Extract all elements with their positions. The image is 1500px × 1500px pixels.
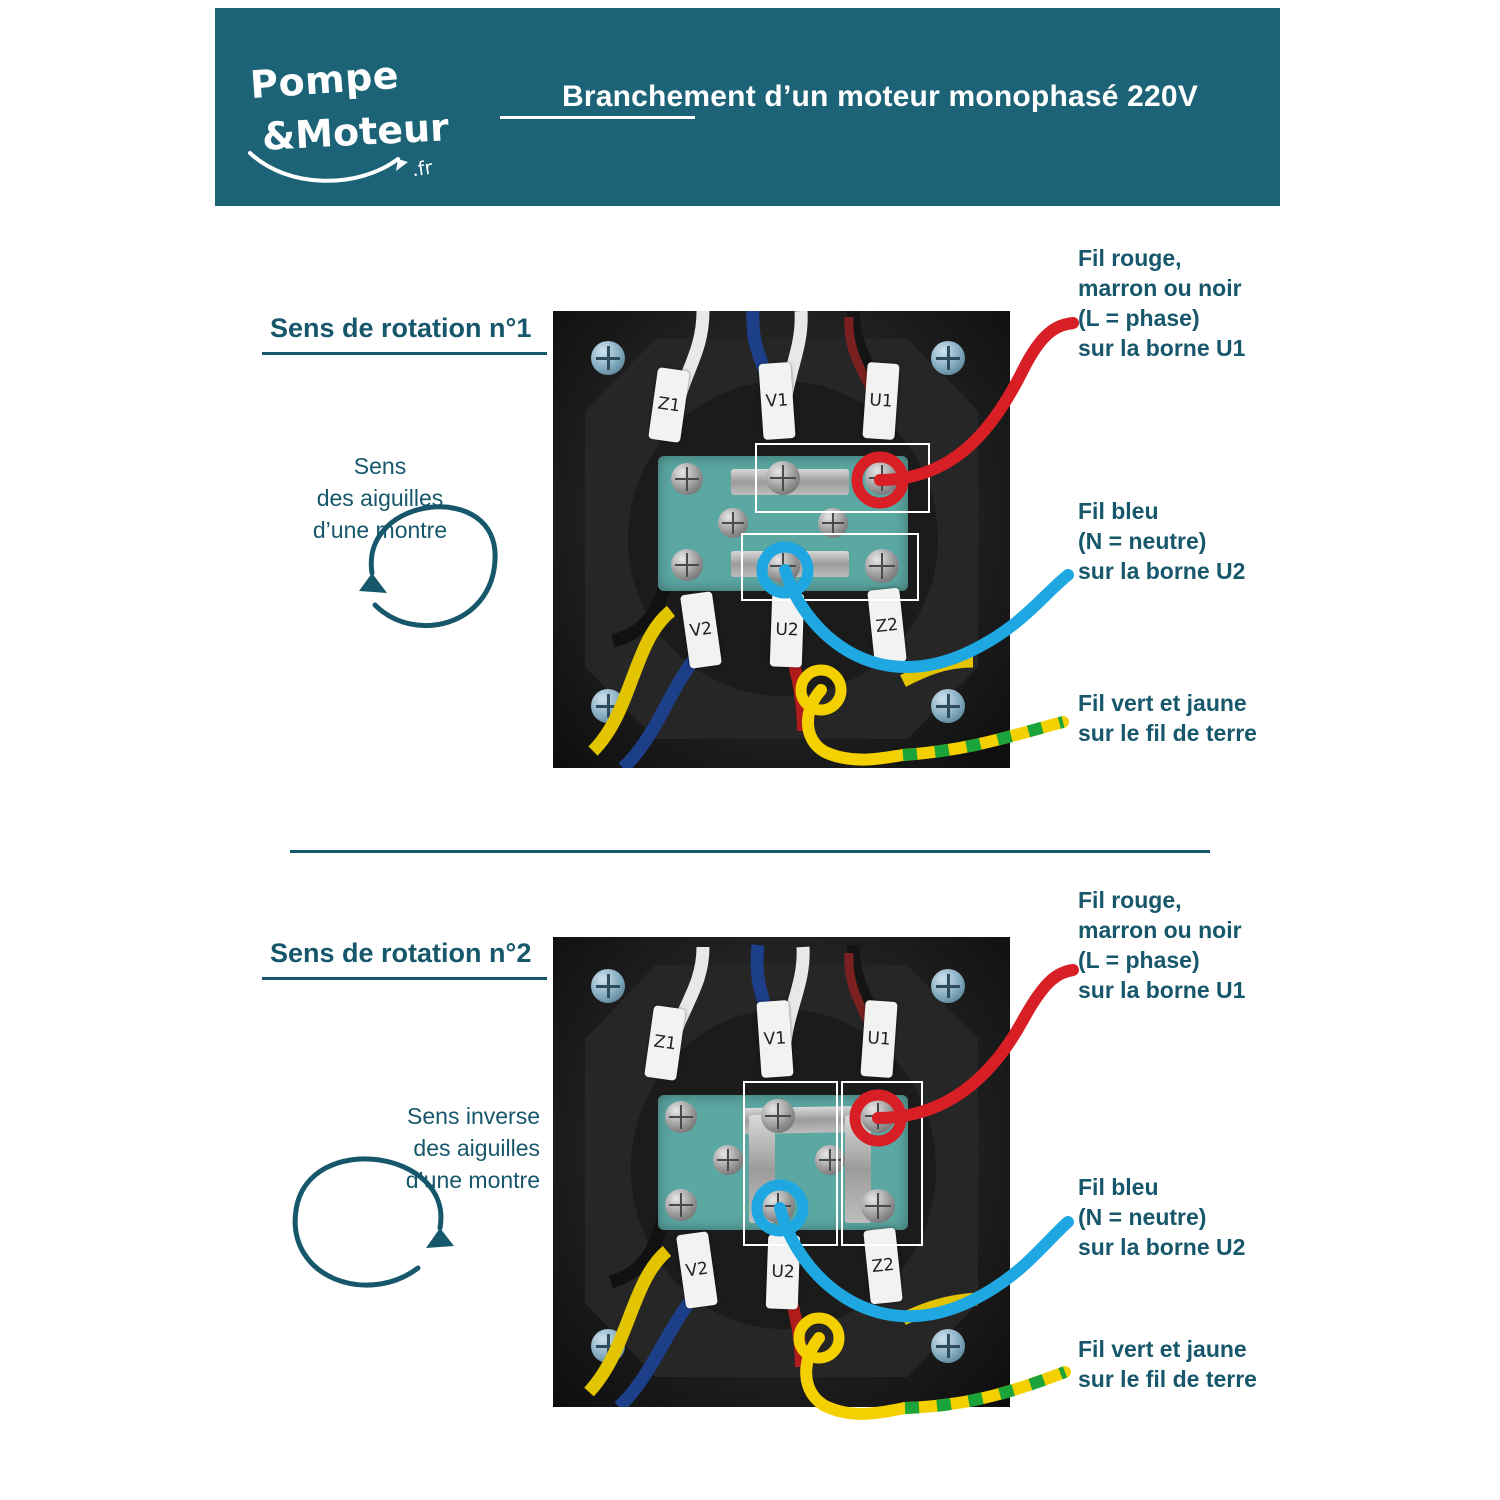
header-rule-left bbox=[500, 116, 695, 119]
terminal-label-z1: Z1 bbox=[652, 1031, 678, 1055]
callout-neutral-2 bbox=[1078, 1172, 1245, 1262]
rotation-note-1-line3: d’une montre bbox=[312, 517, 448, 543]
terminal-label-u1: U1 bbox=[868, 390, 894, 412]
terminal-label-v1: V1 bbox=[763, 1028, 787, 1050]
rotation-note-1-line2: des aiguilles bbox=[316, 485, 444, 511]
callout-phase-1-line4: sur la borne U1 bbox=[1078, 335, 1246, 361]
terminal-label-u2: U2 bbox=[771, 1261, 795, 1283]
terminal-label-z2: Z2 bbox=[874, 614, 900, 638]
rotation-arrow-counterclockwise bbox=[268, 1110, 468, 1325]
rotation-note-2-line3: d’une montre bbox=[405, 1167, 540, 1193]
terminal-label-u2: U2 bbox=[775, 619, 799, 641]
callout-phase-2-line2: marron ou noir bbox=[1078, 917, 1242, 943]
terminal-label-z1: Z1 bbox=[656, 393, 682, 417]
rotation-note-2-line1: Sens inverse bbox=[407, 1103, 540, 1129]
section-1-title: Sens de rotation n°1 bbox=[270, 313, 532, 343]
callout-earth-1 bbox=[1078, 688, 1257, 748]
callout-neutral-1-line3: sur la borne U2 bbox=[1078, 558, 1246, 584]
callout-phase-1-line3: (L = phase) bbox=[1078, 305, 1200, 331]
section-2-title-underline bbox=[262, 977, 547, 980]
callout-phase-2 bbox=[1078, 885, 1245, 1005]
terminal-label-v2: V2 bbox=[684, 1258, 710, 1282]
callout-neutral-1 bbox=[1078, 496, 1245, 586]
callout-neutral-2-line3: sur la borne U2 bbox=[1078, 1234, 1246, 1260]
logo-line2: &Moteur bbox=[260, 105, 450, 159]
page-header bbox=[215, 8, 1280, 206]
logo-domain-suffix: .fr bbox=[410, 156, 434, 182]
callout-earth-1-line2: sur le fil de terre bbox=[1078, 720, 1257, 746]
callout-phase-2-line4: sur la borne U1 bbox=[1078, 977, 1246, 1003]
callout-neutral-2-line2: (N = neutre) bbox=[1078, 1204, 1207, 1230]
terminal-label-v2: V2 bbox=[688, 618, 714, 642]
page-title: Branchement d’un moteur monophasé 220V bbox=[561, 80, 1199, 113]
logo-swoosh-icon bbox=[248, 143, 408, 189]
terminal-label-v1: V1 bbox=[765, 390, 789, 412]
rotation-note-2-line2: des aiguilles bbox=[413, 1135, 540, 1161]
rotation-arrow-clockwise bbox=[330, 455, 550, 665]
callout-phase-1-line1: Fil rouge, bbox=[1078, 245, 1182, 271]
section-divider bbox=[290, 850, 1210, 853]
terminal-label-u1: U1 bbox=[866, 1028, 892, 1050]
callout-earth-2-line1: Fil vert et jaune bbox=[1078, 1336, 1247, 1362]
callout-earth-2 bbox=[1078, 1334, 1257, 1394]
callout-earth-1-line1: Fil vert et jaune bbox=[1078, 690, 1247, 716]
terminal-label-z2: Z2 bbox=[870, 1254, 896, 1278]
callout-phase-2-line1: Fil rouge, bbox=[1078, 887, 1182, 913]
callout-neutral-1-line1: Fil bleu bbox=[1078, 498, 1159, 524]
logo bbox=[240, 38, 455, 182]
section-1-title-underline bbox=[262, 352, 547, 355]
callout-phase-1 bbox=[1078, 243, 1245, 363]
rotation-note-1-line1: Sens bbox=[353, 453, 407, 479]
callout-neutral-2-line1: Fil bleu bbox=[1078, 1174, 1159, 1200]
section-2-title: Sens de rotation n°2 bbox=[270, 938, 532, 968]
callout-phase-1-line2: marron ou noir bbox=[1078, 275, 1242, 301]
callout-earth-2-line2: sur le fil de terre bbox=[1078, 1366, 1257, 1392]
callout-phase-2-line3: (L = phase) bbox=[1078, 947, 1200, 973]
callout-neutral-1-line2: (N = neutre) bbox=[1078, 528, 1207, 554]
logo-line1: Pompe bbox=[248, 52, 401, 108]
